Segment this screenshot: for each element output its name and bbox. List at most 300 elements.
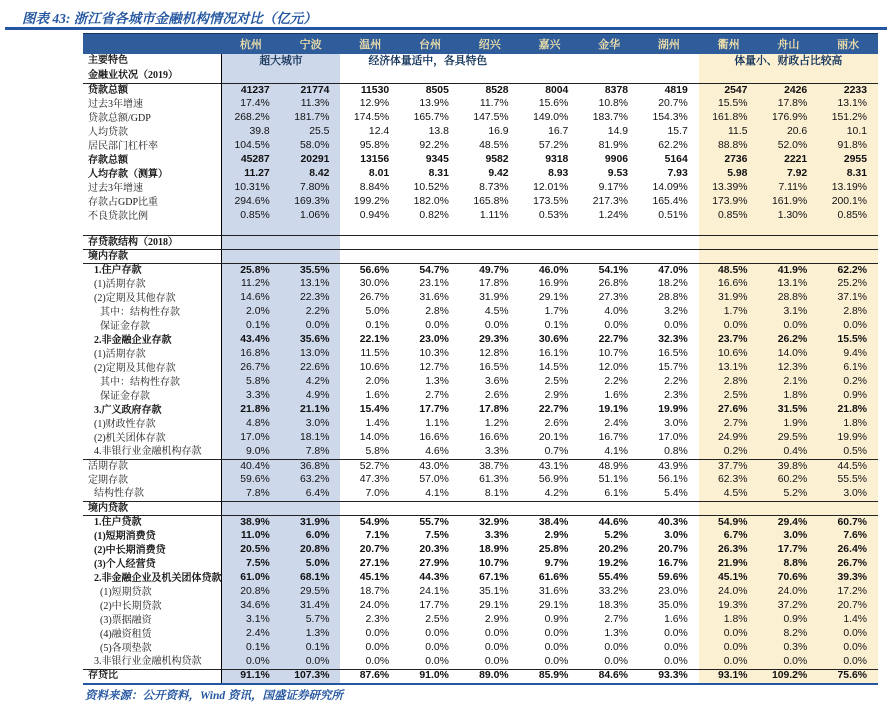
table-row — [83, 348, 878, 362]
value-cell: 1.4% — [365, 418, 390, 430]
value-cell: 16.5% — [658, 348, 688, 360]
value-cell: 48.5% — [699, 264, 759, 278]
table-row — [83, 362, 878, 376]
value-cell: 38.9% — [221, 516, 281, 530]
value-cell: 5.0% — [281, 558, 341, 572]
value-cell: 11530 — [340, 84, 400, 98]
value-cell: 8.8% — [758, 558, 818, 572]
table-row — [83, 196, 878, 210]
value-cell: 15.5% — [818, 334, 878, 348]
table-row — [83, 154, 878, 168]
col-header-city: 金华 — [579, 34, 639, 54]
row-label: (3)票据融资 — [100, 614, 152, 626]
value-cell: 17.0% — [658, 432, 688, 444]
value-cell: 17.7% — [419, 404, 449, 416]
value-cell — [281, 224, 341, 236]
value-cell: 5.0% — [365, 306, 390, 318]
value-cell: 60.7% — [818, 516, 878, 530]
value-cell: 23.1% — [419, 278, 449, 290]
value-cell: 165.8% — [473, 196, 509, 208]
value-cell: 1.11% — [479, 210, 509, 222]
value-cell: 2.6% — [484, 390, 509, 402]
value-cell: 2.2% — [604, 376, 629, 388]
value-cell: 87.6% — [340, 670, 400, 684]
row-label: 贷款总额/GDP — [88, 112, 151, 124]
value-cell: 35.5% — [281, 264, 341, 278]
table-row — [83, 488, 878, 502]
value-cell: 7.6% — [818, 530, 878, 544]
value-cell: 15.7 — [667, 126, 688, 138]
value-cell: 0.0% — [484, 320, 509, 332]
value-cell: 54.1% — [598, 264, 629, 276]
value-cell: 0.0% — [365, 628, 390, 640]
value-cell: 93.1% — [699, 670, 759, 684]
value-cell: 20.1% — [538, 432, 569, 444]
table-row — [83, 182, 878, 196]
row-label: 存款占GDP比重 — [88, 196, 159, 208]
value-cell: 35.0% — [658, 600, 688, 612]
value-cell — [699, 250, 759, 264]
value-cell — [639, 236, 699, 250]
value-cell: 3.0% — [281, 418, 341, 432]
value-cell: 89.0% — [460, 670, 520, 684]
value-cell — [460, 224, 520, 236]
value-cell: 31.9% — [281, 516, 341, 530]
value-cell: 13.9% — [419, 98, 449, 110]
value-cell — [520, 502, 580, 516]
row-label: (4)融资租赁 — [100, 628, 152, 640]
value-cell: 13.1% — [758, 278, 818, 292]
value-cell: 16.6% — [419, 432, 449, 444]
value-cell: 43.1% — [538, 460, 569, 472]
table-row — [83, 502, 878, 516]
value-cell: 0.0% — [281, 656, 341, 670]
value-cell: 26.7% — [359, 292, 390, 304]
value-cell: 9318 — [545, 154, 569, 166]
value-cell: 0.3% — [758, 642, 818, 656]
value-cell: 24.9% — [699, 432, 759, 446]
value-cell: 9.7% — [544, 558, 569, 570]
table-row — [83, 264, 878, 278]
value-cell: 22.7% — [538, 404, 569, 416]
row-label: (2)机关团体存款 — [94, 432, 166, 444]
table-row — [83, 516, 878, 530]
value-cell: 9.0% — [221, 446, 281, 460]
value-cell: 4.2% — [281, 376, 341, 390]
value-cell: 1.6% — [365, 390, 390, 402]
value-cell: 70.6% — [758, 572, 818, 586]
value-cell: 19.1% — [598, 404, 629, 416]
value-cell: 44.3% — [419, 572, 449, 584]
value-cell: 1.6% — [664, 614, 688, 626]
value-cell: 7.1% — [365, 530, 390, 542]
value-cell: 3.3% — [460, 446, 520, 460]
value-cell: 109.2% — [758, 670, 818, 684]
value-cell: 25.2% — [818, 278, 878, 292]
value-cell: 8.2% — [758, 628, 818, 642]
value-cell: 20.6 — [758, 126, 818, 140]
table-row — [83, 586, 878, 600]
value-cell: 35.1% — [479, 586, 509, 598]
value-cell: 1.7% — [544, 306, 569, 318]
value-cell: 0.1% — [544, 320, 569, 332]
value-cell: 9.53 — [607, 168, 629, 180]
value-cell: 18.2% — [658, 278, 688, 290]
table-row — [83, 544, 878, 558]
value-cell: 29.3% — [479, 334, 509, 346]
value-cell: 8004 — [520, 84, 580, 98]
value-cell: 0.85% — [818, 210, 878, 224]
value-cell: 27.1% — [359, 558, 390, 570]
value-cell: 32.3% — [658, 334, 688, 346]
value-cell: 91.8% — [818, 140, 878, 154]
value-cell: 0.0% — [425, 628, 449, 640]
value-cell: 3.3% — [484, 530, 509, 542]
value-cell — [460, 502, 520, 516]
row-label: (1)财政性存款 — [94, 418, 156, 430]
value-cell: 18.3% — [598, 600, 629, 612]
value-cell: 2221 — [758, 154, 818, 168]
value-cell — [520, 224, 580, 236]
row-label: 存款总额 — [88, 154, 128, 166]
value-cell: 1.6% — [604, 390, 629, 402]
value-cell — [460, 236, 520, 250]
value-cell — [340, 224, 400, 236]
value-cell: 10.3% — [419, 348, 449, 360]
table-row — [83, 432, 878, 446]
value-cell: 26.8% — [598, 278, 629, 290]
row-label: 定期存款 — [88, 474, 128, 486]
value-cell: 5164 — [664, 154, 688, 166]
value-cell — [281, 236, 341, 250]
row-label: 存贷款结构（2018） — [83, 236, 221, 250]
value-cell: 41.9% — [758, 264, 818, 278]
value-cell: 15.4% — [359, 404, 390, 416]
row-label: 人均贷款 — [88, 126, 128, 138]
value-cell: 27.6% — [699, 404, 759, 418]
row-label: 不良贷款比例 — [88, 210, 148, 222]
col-header-city: 湖州 — [639, 34, 699, 54]
value-cell: 26.4% — [818, 544, 878, 558]
value-cell: 39.8 — [221, 126, 281, 140]
table-row — [83, 600, 878, 614]
row-label: 境内存款 — [83, 250, 221, 264]
value-cell: 9906 — [604, 154, 629, 166]
value-cell: 1.8% — [758, 390, 818, 404]
col-header-city: 杭州 — [221, 34, 281, 54]
row-label: 其中：结构性存款 — [100, 376, 180, 388]
value-cell: 34.6% — [221, 600, 281, 614]
value-cell: 59.6% — [221, 474, 281, 488]
value-cell: 26.7% — [221, 362, 281, 376]
value-cell: 4.5% — [484, 306, 509, 318]
value-cell — [758, 236, 818, 250]
table-row — [83, 418, 878, 432]
value-cell: 31.6% — [538, 586, 569, 598]
value-cell: 2426 — [758, 84, 818, 98]
value-cell: 16.9 — [488, 126, 509, 138]
value-cell: 176.9% — [758, 112, 818, 126]
value-cell: 59.6% — [658, 572, 688, 584]
value-cell: 0.0% — [484, 628, 509, 640]
value-cell: 10.7% — [598, 348, 629, 360]
value-cell: 63.2% — [281, 474, 341, 488]
value-cell: 0.9% — [544, 614, 569, 626]
value-cell: 0.0% — [664, 642, 688, 654]
value-cell: 2.4% — [604, 418, 629, 430]
value-cell: 48.5% — [479, 140, 509, 152]
value-cell: 7.93 — [667, 168, 688, 180]
value-cell — [400, 224, 460, 236]
value-cell: 55.7% — [419, 516, 449, 528]
value-cell: 1.2% — [484, 418, 509, 430]
value-cell — [699, 224, 759, 236]
value-cell: 7.5% — [425, 530, 449, 542]
value-cell: 0.0% — [365, 642, 390, 654]
value-cell: 91.0% — [400, 670, 460, 684]
value-cell: 21.8% — [221, 404, 281, 418]
value-cell: 21.1% — [281, 404, 341, 418]
value-cell: 93.3% — [639, 670, 699, 684]
value-cell: 5.8% — [221, 376, 281, 390]
value-cell: 0.0% — [484, 642, 509, 654]
table-row — [83, 140, 878, 154]
value-cell: 0.94% — [359, 210, 390, 222]
value-cell: 161.9% — [758, 196, 818, 210]
value-cell: 61.3% — [479, 474, 509, 486]
value-cell: 91.1% — [221, 670, 281, 684]
value-cell: 13.19% — [818, 182, 878, 196]
value-cell: 0.0% — [664, 320, 688, 332]
value-cell — [758, 502, 818, 516]
row-label: (1)活期存款 — [94, 278, 146, 290]
figure-title: 图表 43: 浙江省各城市金融机构情况对比（亿元） — [22, 11, 317, 26]
value-cell: 104.5% — [221, 140, 281, 154]
value-cell: 39.8% — [758, 460, 818, 474]
table-row — [83, 670, 878, 684]
table-row — [83, 460, 878, 474]
value-cell: 11.27 — [221, 168, 281, 182]
value-cell: 0.0% — [425, 642, 449, 654]
value-cell: 8528 — [460, 84, 520, 98]
value-cell: 5.2% — [758, 488, 818, 502]
value-cell: 29.5% — [758, 432, 818, 446]
value-cell — [221, 502, 281, 516]
value-cell: 20.7% — [658, 544, 688, 556]
value-cell — [520, 250, 580, 264]
value-cell: 52.7% — [359, 460, 390, 472]
table-row — [83, 474, 878, 488]
value-cell: 11.5% — [360, 348, 390, 360]
table-row — [83, 628, 878, 642]
value-cell: 2.2% — [664, 376, 688, 388]
table-row — [83, 642, 878, 656]
value-cell: 0.1% — [365, 320, 390, 332]
table-row — [83, 168, 878, 182]
value-cell: 8378 — [579, 84, 639, 98]
value-cell: 22.3% — [281, 292, 341, 306]
value-cell — [579, 224, 639, 236]
row-label: (2)中长期消费贷 — [94, 544, 166, 556]
value-cell: 23.7% — [699, 334, 759, 348]
value-cell: 181.7% — [281, 112, 341, 126]
value-cell: 2955 — [818, 154, 878, 168]
col-header-city: 绍兴 — [460, 34, 520, 54]
value-cell: 37.2% — [758, 600, 818, 614]
value-cell: 54.9% — [699, 516, 759, 530]
value-cell: 11.5 — [699, 126, 759, 140]
value-cell: 23.0% — [658, 586, 688, 598]
value-cell: 12.7% — [419, 362, 449, 374]
value-cell: 165.7% — [413, 112, 449, 124]
value-cell: 29.4% — [758, 516, 818, 530]
value-cell: 45.1% — [359, 572, 390, 584]
value-cell: 19.9% — [818, 432, 878, 446]
value-cell: 12.8% — [479, 348, 509, 360]
value-cell: 0.0% — [544, 642, 569, 654]
value-cell: 5.4% — [664, 488, 688, 500]
row-label: 主要特色 — [88, 55, 128, 66]
value-cell: 17.7% — [419, 600, 449, 612]
value-cell: 12.9% — [359, 98, 390, 110]
value-cell: 15.6% — [538, 98, 569, 110]
row-label: 3.非银行业金融机构贷款 — [94, 656, 202, 668]
table-row — [83, 656, 878, 670]
value-cell: 1.8% — [699, 614, 759, 628]
value-cell: 24.1% — [419, 586, 449, 598]
table-row — [83, 334, 878, 348]
value-cell: 0.4% — [758, 446, 818, 460]
value-cell: 28.8% — [758, 292, 818, 306]
value-cell — [281, 502, 341, 516]
value-cell: 2.3% — [365, 614, 390, 626]
value-cell: 0.51% — [658, 210, 688, 222]
col-header-city: 温州 — [340, 34, 400, 54]
value-cell: 37.7% — [699, 460, 759, 474]
value-cell: 0.7% — [520, 446, 580, 460]
value-cell: 0.5% — [818, 446, 878, 460]
table-header-row — [83, 34, 878, 54]
value-cell: 16.5% — [479, 362, 509, 374]
value-cell: 3.0% — [758, 530, 818, 544]
value-cell: 0.0% — [281, 320, 341, 334]
value-cell: 8.73% — [479, 182, 509, 194]
value-cell: 16.7% — [658, 558, 688, 570]
value-cell: 16.7 — [548, 126, 569, 138]
value-cell: 0.0% — [758, 656, 818, 670]
feature-cell: 体量小、财政占比较高 — [699, 54, 878, 84]
value-cell: 15.5% — [699, 98, 759, 112]
value-cell: 31.4% — [281, 600, 341, 614]
row-label — [83, 224, 221, 236]
value-cell: 67.1% — [479, 572, 509, 584]
value-cell — [400, 236, 460, 250]
table-row — [83, 210, 878, 224]
value-cell: 14.5% — [538, 362, 569, 374]
row-label: 保证金存款 — [100, 320, 150, 332]
value-cell: 10.7% — [479, 558, 509, 570]
value-cell: 20.7% — [818, 600, 878, 614]
value-cell: 45.1% — [699, 572, 759, 586]
row-label: (3)个人经营贷 — [94, 558, 156, 570]
col-header-city: 嘉兴 — [520, 34, 580, 54]
value-cell: 2.5% — [544, 376, 569, 388]
value-cell — [579, 502, 639, 516]
value-cell: 35.6% — [281, 334, 341, 348]
value-cell — [221, 236, 281, 250]
value-cell: 8.31 — [818, 168, 878, 182]
value-cell: 24.0% — [699, 586, 759, 600]
value-cell: 169.3% — [281, 196, 341, 210]
value-cell: 20.8% — [221, 586, 281, 600]
value-cell: 37.1% — [818, 292, 878, 306]
value-cell: 9.17% — [598, 182, 629, 194]
table-row — [83, 278, 878, 292]
value-cell — [400, 502, 460, 516]
value-cell: 2.3% — [664, 390, 688, 402]
row-label: 2.非金融企业及机关团体贷款 — [94, 572, 222, 584]
value-cell: 41237 — [221, 84, 281, 98]
value-cell: 17.2% — [818, 586, 878, 600]
value-cell: 0.1% — [281, 642, 341, 656]
value-cell: 17.8% — [758, 98, 818, 112]
value-cell: 14.9 — [607, 126, 629, 138]
value-cell: 1.4% — [818, 614, 878, 628]
table-row — [83, 236, 878, 250]
value-cell: 55.5% — [818, 474, 878, 488]
value-cell: 33.2% — [598, 586, 629, 598]
value-cell: 0.53% — [538, 210, 569, 222]
value-cell: 85.9% — [520, 670, 580, 684]
value-cell: 20.8% — [281, 544, 341, 558]
value-cell: 5.8% — [340, 446, 400, 460]
value-cell: 2.0% — [221, 306, 281, 320]
value-cell: 1.9% — [758, 418, 818, 432]
value-cell — [579, 236, 639, 250]
value-cell: 75.6% — [818, 670, 878, 684]
row-label: 境内贷款 — [83, 502, 221, 516]
table-row — [83, 250, 878, 264]
row-label: (2)定期及其他存款 — [94, 292, 176, 304]
value-cell: 1.06% — [281, 210, 341, 224]
value-cell: 3.0% — [818, 488, 878, 502]
value-cell: 54.7% — [419, 264, 449, 276]
value-cell: 19.9% — [658, 404, 688, 416]
value-cell: 182.0% — [413, 196, 449, 208]
value-cell: 16.8% — [221, 348, 281, 362]
value-cell: 7.8% — [281, 446, 341, 460]
value-cell: 0.0% — [544, 628, 569, 640]
value-cell: 2.5% — [699, 390, 759, 404]
value-cell: 61.0% — [221, 572, 281, 586]
value-cell — [758, 250, 818, 264]
value-cell: 16.6% — [479, 432, 509, 444]
value-cell: 1.8% — [818, 418, 878, 432]
value-cell — [520, 236, 580, 250]
value-cell: 0.0% — [699, 656, 759, 670]
table-row — [83, 112, 878, 126]
value-cell: 45287 — [221, 154, 281, 168]
value-cell: 2.7% — [425, 390, 449, 402]
value-cell — [818, 250, 878, 264]
value-cell: 9345 — [425, 154, 449, 166]
value-cell: 61.6% — [538, 572, 569, 584]
value-cell: 44.6% — [598, 516, 629, 528]
value-cell: 0.2% — [818, 376, 878, 390]
value-cell: 8.31 — [428, 168, 449, 180]
value-cell: 0.0% — [484, 656, 509, 668]
value-cell: 16.1% — [538, 348, 569, 360]
